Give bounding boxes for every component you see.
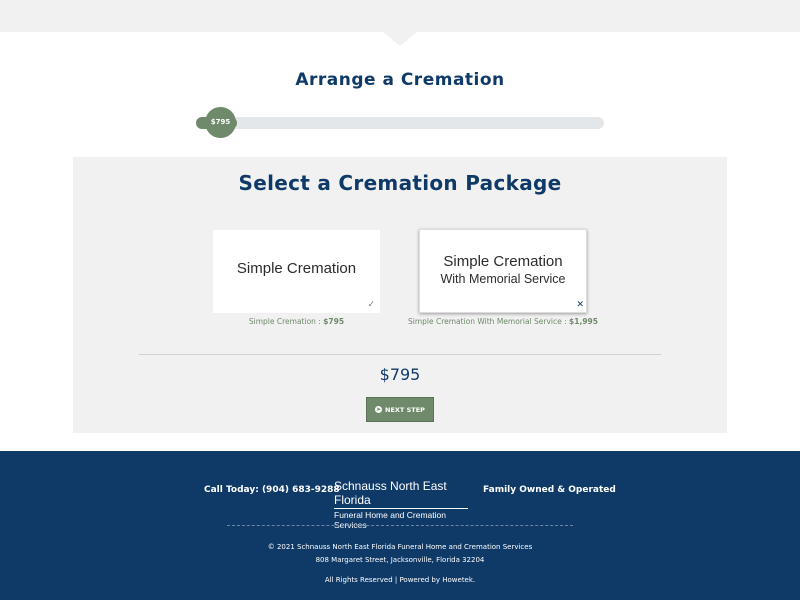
- package-card-title: Simple Cremation: [236, 260, 357, 277]
- logo-name: Schnauss North East Florida: [334, 479, 447, 507]
- total-price: $795: [379, 365, 421, 384]
- package-caption: [399, 317, 607, 326]
- next-step-label: NEXT STEP: [385, 405, 425, 414]
- package-card-simple-cremation-memorial[interactable]: [419, 229, 587, 313]
- progress-price-bubble: $795: [205, 107, 236, 138]
- footer-logo[interactable]: [334, 479, 468, 530]
- footer-phone-link[interactable]: Call Today: (904) 683-9288: [204, 485, 340, 495]
- next-step-button[interactable]: [366, 397, 434, 422]
- footer: [0, 451, 800, 600]
- footer-tagline: Family Owned & Operated: [483, 485, 616, 495]
- footer-address: 808 Margaret Street, Jacksonville, Florida 32204: [315, 556, 485, 564]
- logo-subtitle: Funeral Home and Cremation Services: [334, 510, 446, 530]
- progress-track: [196, 117, 604, 129]
- check-icon: ✓: [367, 300, 375, 310]
- logo-rule: [334, 508, 468, 509]
- package-panel: [73, 157, 727, 433]
- package-card-title: Simple Cremation: [443, 253, 563, 270]
- footer-divider: [227, 525, 573, 526]
- top-strip: [0, 0, 800, 32]
- footer-rights: All Rights Reserved | Powered by Howetek.: [324, 576, 476, 584]
- divider: [139, 354, 661, 355]
- footer-copyright: © 2021 Schnauss North East Florida Funeral Home and Cremation Services: [267, 543, 533, 551]
- top-notch: [383, 32, 417, 46]
- package-section-title: Select a Cremation Package: [238, 171, 562, 195]
- close-icon[interactable]: ✕: [576, 300, 584, 310]
- package-card-subtitle: With Memorial Service: [440, 272, 566, 286]
- arrow-right-circle-icon: ➤: [376, 406, 382, 413]
- package-caption-price: $795: [323, 317, 345, 326]
- package-caption-name: Simple Cremation :: [248, 317, 324, 326]
- package-caption-price: $1,995: [569, 317, 598, 326]
- package-caption-name: Simple Cremation With Memorial Service :: [407, 317, 570, 326]
- page-title: Arrange a Cremation: [295, 70, 505, 90]
- package-caption: [193, 317, 400, 326]
- package-card-simple-cremation[interactable]: [213, 230, 380, 313]
